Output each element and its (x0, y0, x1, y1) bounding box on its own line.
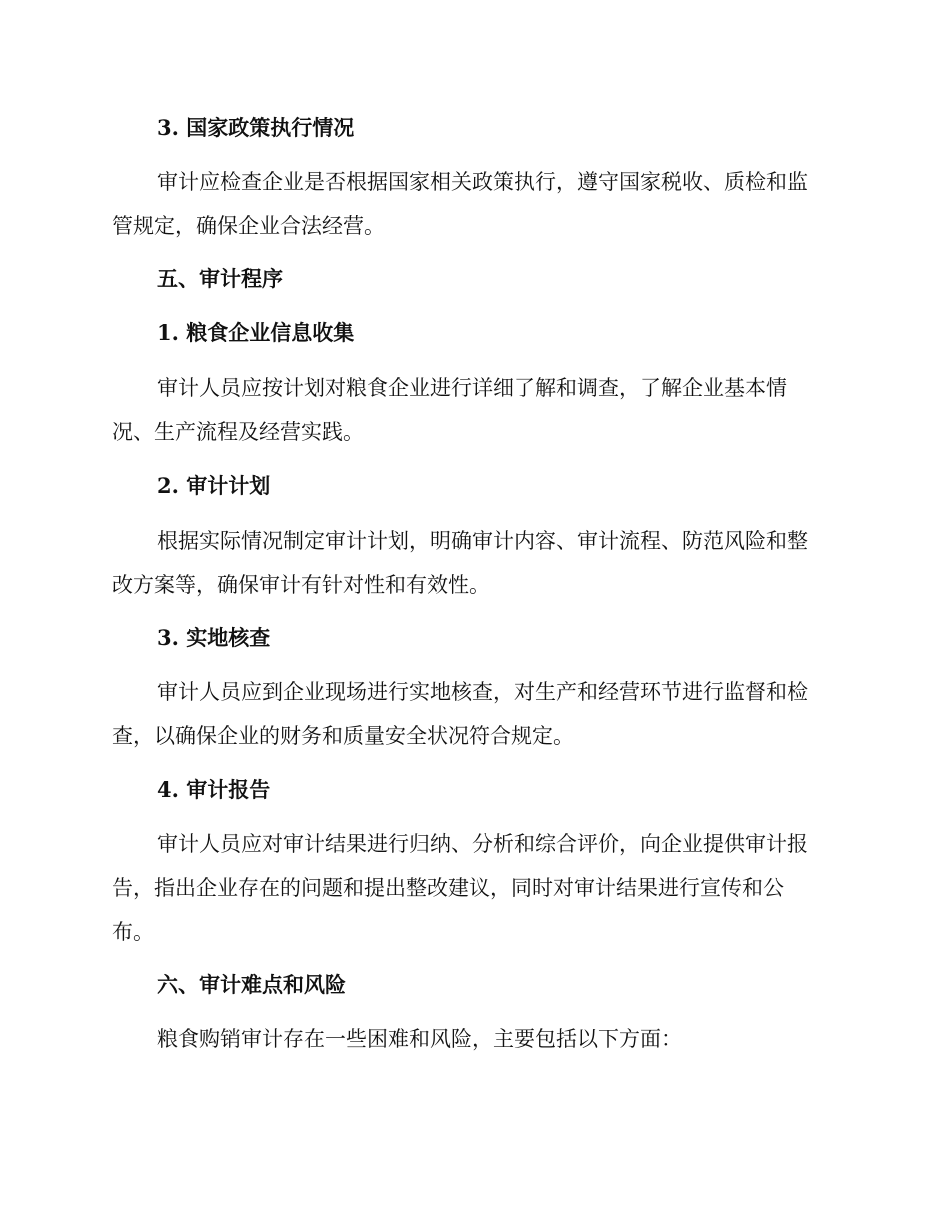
paragraph-line: 审计应检查企业是否根据国家相关政策执行，遵守国家税收、质检和监 (157, 170, 808, 194)
paragraph-onsite-check (112, 670, 832, 758)
paragraph-line: 查，以确保企业的财务和质量安全状况符合规定。 (112, 724, 574, 748)
paragraph-line: 布。 (112, 920, 154, 944)
chapter-heading-difficulties-risks: 六、审计难点和风险 (157, 972, 346, 997)
section-heading-policy-execution: 3. 国家政策执行情况 (157, 115, 355, 140)
paragraph-line: 粮食购销审计存在一些困难和风险，主要包括以下方面： (157, 1027, 682, 1051)
section-heading-onsite-check: 3. 实地核查 (157, 625, 271, 650)
paragraph-line: 根据实际情况制定审计计划，明确审计内容、审计流程、防范风险和整 (157, 529, 808, 553)
paragraph-line: 审计人员应按计划对粮食企业进行详细了解和调查，了解企业基本情 (157, 376, 787, 400)
paragraph-audit-plan (112, 519, 832, 607)
section-heading-info-collection: 1. 粮食企业信息收集 (157, 320, 355, 345)
paragraph-line: 管规定，确保企业合法经营。 (112, 214, 385, 238)
paragraph-line: 告，指出企业存在的问题和提出整改建议，同时对审计结果进行宣传和公 (112, 876, 784, 900)
section-heading-audit-plan: 2. 审计计划 (157, 473, 271, 498)
paragraph-policy-execution (112, 160, 832, 248)
chapter-heading-audit-procedure: 五、审计程序 (157, 266, 283, 291)
paragraph-difficulties-risks (112, 1017, 832, 1061)
paragraph-line: 审计人员应对审计结果进行归纳、分析和综合评价，向企业提供审计报 (157, 832, 808, 856)
paragraph-line: 审计人员应到企业现场进行实地核查，对生产和经营环节进行监督和检 (157, 680, 808, 704)
paragraph-line: 况、生产流程及经营实践。 (112, 420, 364, 444)
section-heading-audit-report: 4. 审计报告 (157, 777, 271, 802)
paragraph-audit-report (112, 822, 832, 954)
paragraph-line: 改方案等，确保审计有针对性和有效性。 (112, 573, 490, 597)
paragraph-info-collection (112, 366, 832, 454)
